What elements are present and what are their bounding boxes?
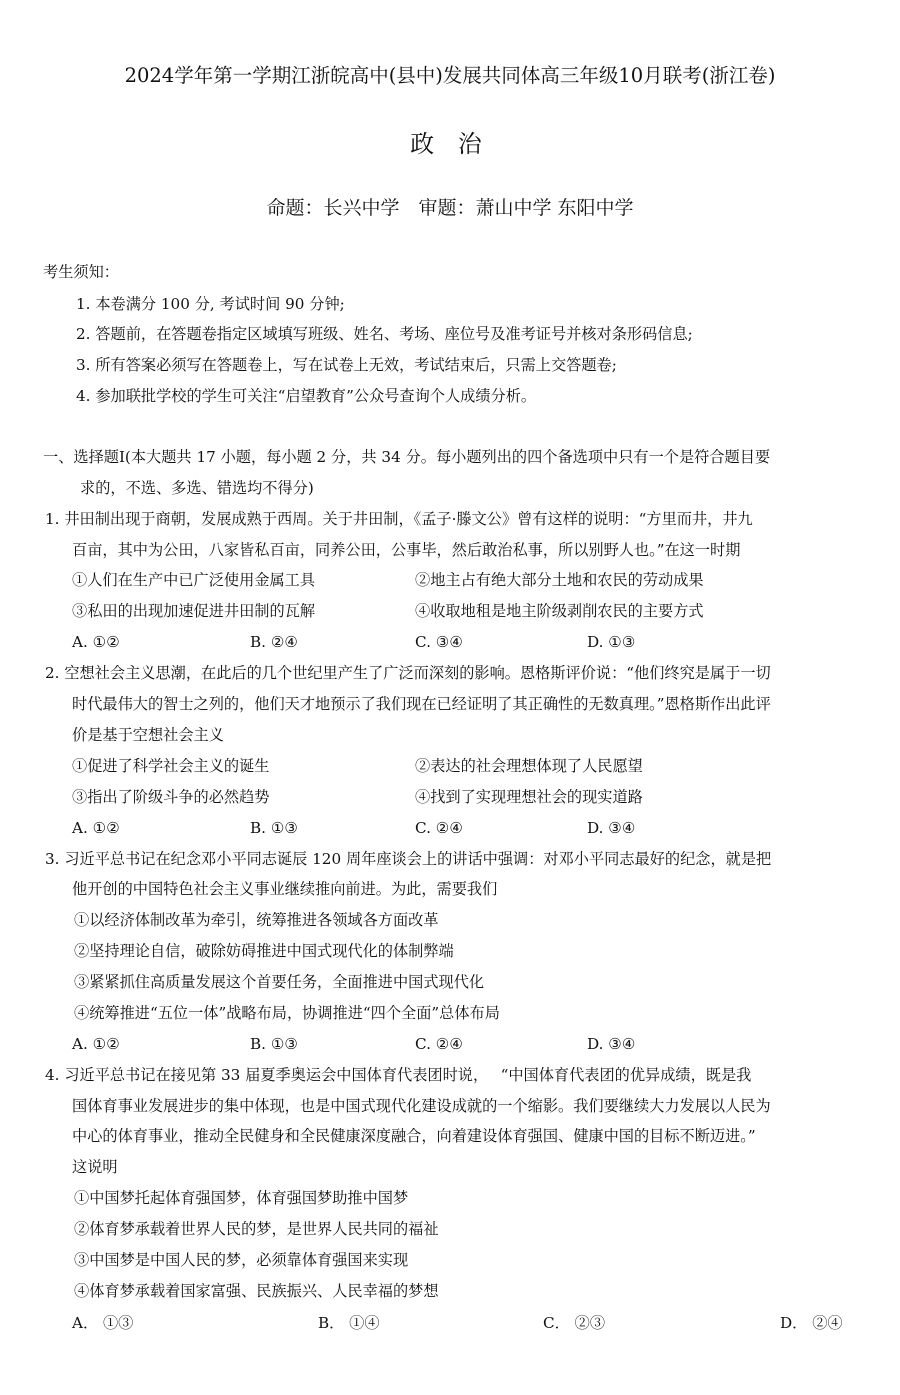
question-4-stem: 国体育事业发展进步的集中体现，也是中国式现代化建设成就的一个缩影。我们要继续大力发展以人民为 <box>72 1097 771 1115</box>
question-1-stem: 1. 井田制出现于商朝，发展成熟于西周。关于井田制，《孟子·滕文公》曾有这样的说明：“方里而井，井九 <box>45 510 753 528</box>
question-3-option-a[interactable]: A. ①② <box>72 1035 120 1053</box>
section-header-cont: 求的，不选、多选、错选均不得分) <box>80 479 314 497</box>
question-4-option-d[interactable]: D． ②④ <box>780 1314 843 1332</box>
question-1-option-c[interactable]: C. ③④ <box>415 633 463 651</box>
question-2-statement: ④找到了实现理想社会的现实道路 <box>415 788 643 806</box>
question-1-option-d[interactable]: D. ①③ <box>587 633 636 651</box>
question-4-stem: 中心的体育事业，推动全民健身和全民健康深度融合，向着建设体育强国、健康中国的目标不断迈进。” <box>72 1127 756 1145</box>
notice-item: 4. 参加联批学校的学生可关注“启望教育”公众号查询个人成绩分析。 <box>76 387 537 405</box>
question-4-option-b[interactable]: B． ①④ <box>318 1314 380 1332</box>
question-3-statement: ④统筹推进“五位一体”战略布局，协调推进“四个全面”总体布局 <box>74 1004 500 1022</box>
authors-line: 命题：长兴中学 审题：萧山中学 东阳中学 <box>266 197 634 219</box>
question-2-stem: 时代最伟大的智士之列的，他们天才地预示了我们现在已经证明了其正确性的无数真理。”恩格斯作出此评 <box>72 695 771 713</box>
question-3-option-d[interactable]: D. ③④ <box>587 1035 636 1053</box>
question-2-stem: 价是基于空想社会主义 <box>72 726 224 744</box>
question-3-option-c[interactable]: C. ②④ <box>415 1035 463 1053</box>
question-2-option-a[interactable]: A. ①② <box>72 819 120 837</box>
section-header: 一、选择题Ⅰ(本大题共 17 小题，每小题 2 分，共 34 分。每小题列出的四个备选项中只有一个是符合题目要 <box>43 448 771 466</box>
notice-item: 2. 答题前，在答题卷指定区域填写班级、姓名、考场、座位号及准考证号并核对条形码信息; <box>76 325 693 343</box>
question-4-statement: ④体育梦承载着国家富强、民族振兴、人民幸福的梦想 <box>74 1282 439 1300</box>
question-4-stem: 4. 习近平总书记在接见第 33 届夏季奥运会中国体育代表团时说， “中国体育代表团的优异成绩，既是我 <box>45 1066 752 1084</box>
notice-item: 1. 本卷满分 100 分, 考试时间 90 分钟; <box>76 295 345 313</box>
question-3-statement: ①以经济体制改革为牵引，统筹推进各领域各方面改革 <box>74 911 439 929</box>
question-2-statement: ①促进了科学社会主义的诞生 <box>72 757 270 775</box>
question-1-statement: ①人们在生产中已广泛使用金属工具 <box>72 571 315 589</box>
question-4-stem: 这说明 <box>72 1158 118 1176</box>
question-3-statement: ③紧紧抓住高质量发展这个首要任务，全面推进中国式现代化 <box>74 973 485 991</box>
question-1-stem: 百亩，其中为公田，八家皆私百亩，同养公田，公事毕，然后敢治私事，所以别野人也。”在这一时期 <box>72 541 741 559</box>
notice-heading: 考生须知： <box>43 263 119 281</box>
question-2-option-c[interactable]: C. ②④ <box>415 819 463 837</box>
question-2-statement: ②表达的社会理想体现了人民愿望 <box>415 757 643 775</box>
question-4-statement: ②体育梦承载着世界人民的梦，是世界人民共同的福祉 <box>74 1220 439 1238</box>
exam-title: 2024学年第一学期江浙皖高中(县中)发展共同体高三年级10月联考(浙江卷) <box>124 64 776 87</box>
question-4-statement: ①中国梦托起体育强国梦，体育强国梦助推中国梦 <box>74 1189 409 1207</box>
question-3-statement: ②坚持理论自信，破除妨碍推进中国式现代化的体制弊端 <box>74 942 454 960</box>
question-3-stem: 3. 习近平总书记在纪念邓小平同志诞辰 120 周年座谈会上的讲话中强调：对邓小平同志最好的纪念，就是把 <box>45 850 772 868</box>
question-4-statement: ③中国梦是中国人民的梦，必须靠体育强国来实现 <box>74 1251 409 1269</box>
question-4-option-c[interactable]: C． ②③ <box>543 1314 606 1332</box>
question-2-stem: 2. 空想社会主义思潮，在此后的几个世纪里产生了广泛而深刻的影响。恩格斯评价说：“他们终究是属于一切 <box>45 664 771 682</box>
question-3-option-b[interactable]: B. ①③ <box>250 1035 299 1053</box>
question-2-option-b[interactable]: B. ①③ <box>250 819 299 837</box>
notice-item: 3. 所有答案必须写在答题卷上，写在试卷上无效，考试结束后，只需上交答题卷; <box>76 356 617 374</box>
question-2-statement: ③指出了阶级斗争的必然趋势 <box>72 788 270 806</box>
subject-title: 政 治 <box>410 130 490 158</box>
question-1-option-b[interactable]: B. ②④ <box>250 633 299 651</box>
question-1-statement: ②地主占有绝大部分土地和农民的劳动成果 <box>415 571 704 589</box>
question-1-statement: ③私田的出现加速促进井田制的瓦解 <box>72 602 315 620</box>
question-4-option-a[interactable]: A． ①③ <box>72 1314 134 1332</box>
question-1-statement: ④收取地租是地主阶级剥削农民的主要方式 <box>415 602 704 620</box>
question-1-option-a[interactable]: A. ①② <box>72 633 120 651</box>
question-3-stem: 他开创的中国特色社会主义事业继续推向前进。为此，需要我们 <box>72 880 498 898</box>
question-2-option-d[interactable]: D. ③④ <box>587 819 636 837</box>
